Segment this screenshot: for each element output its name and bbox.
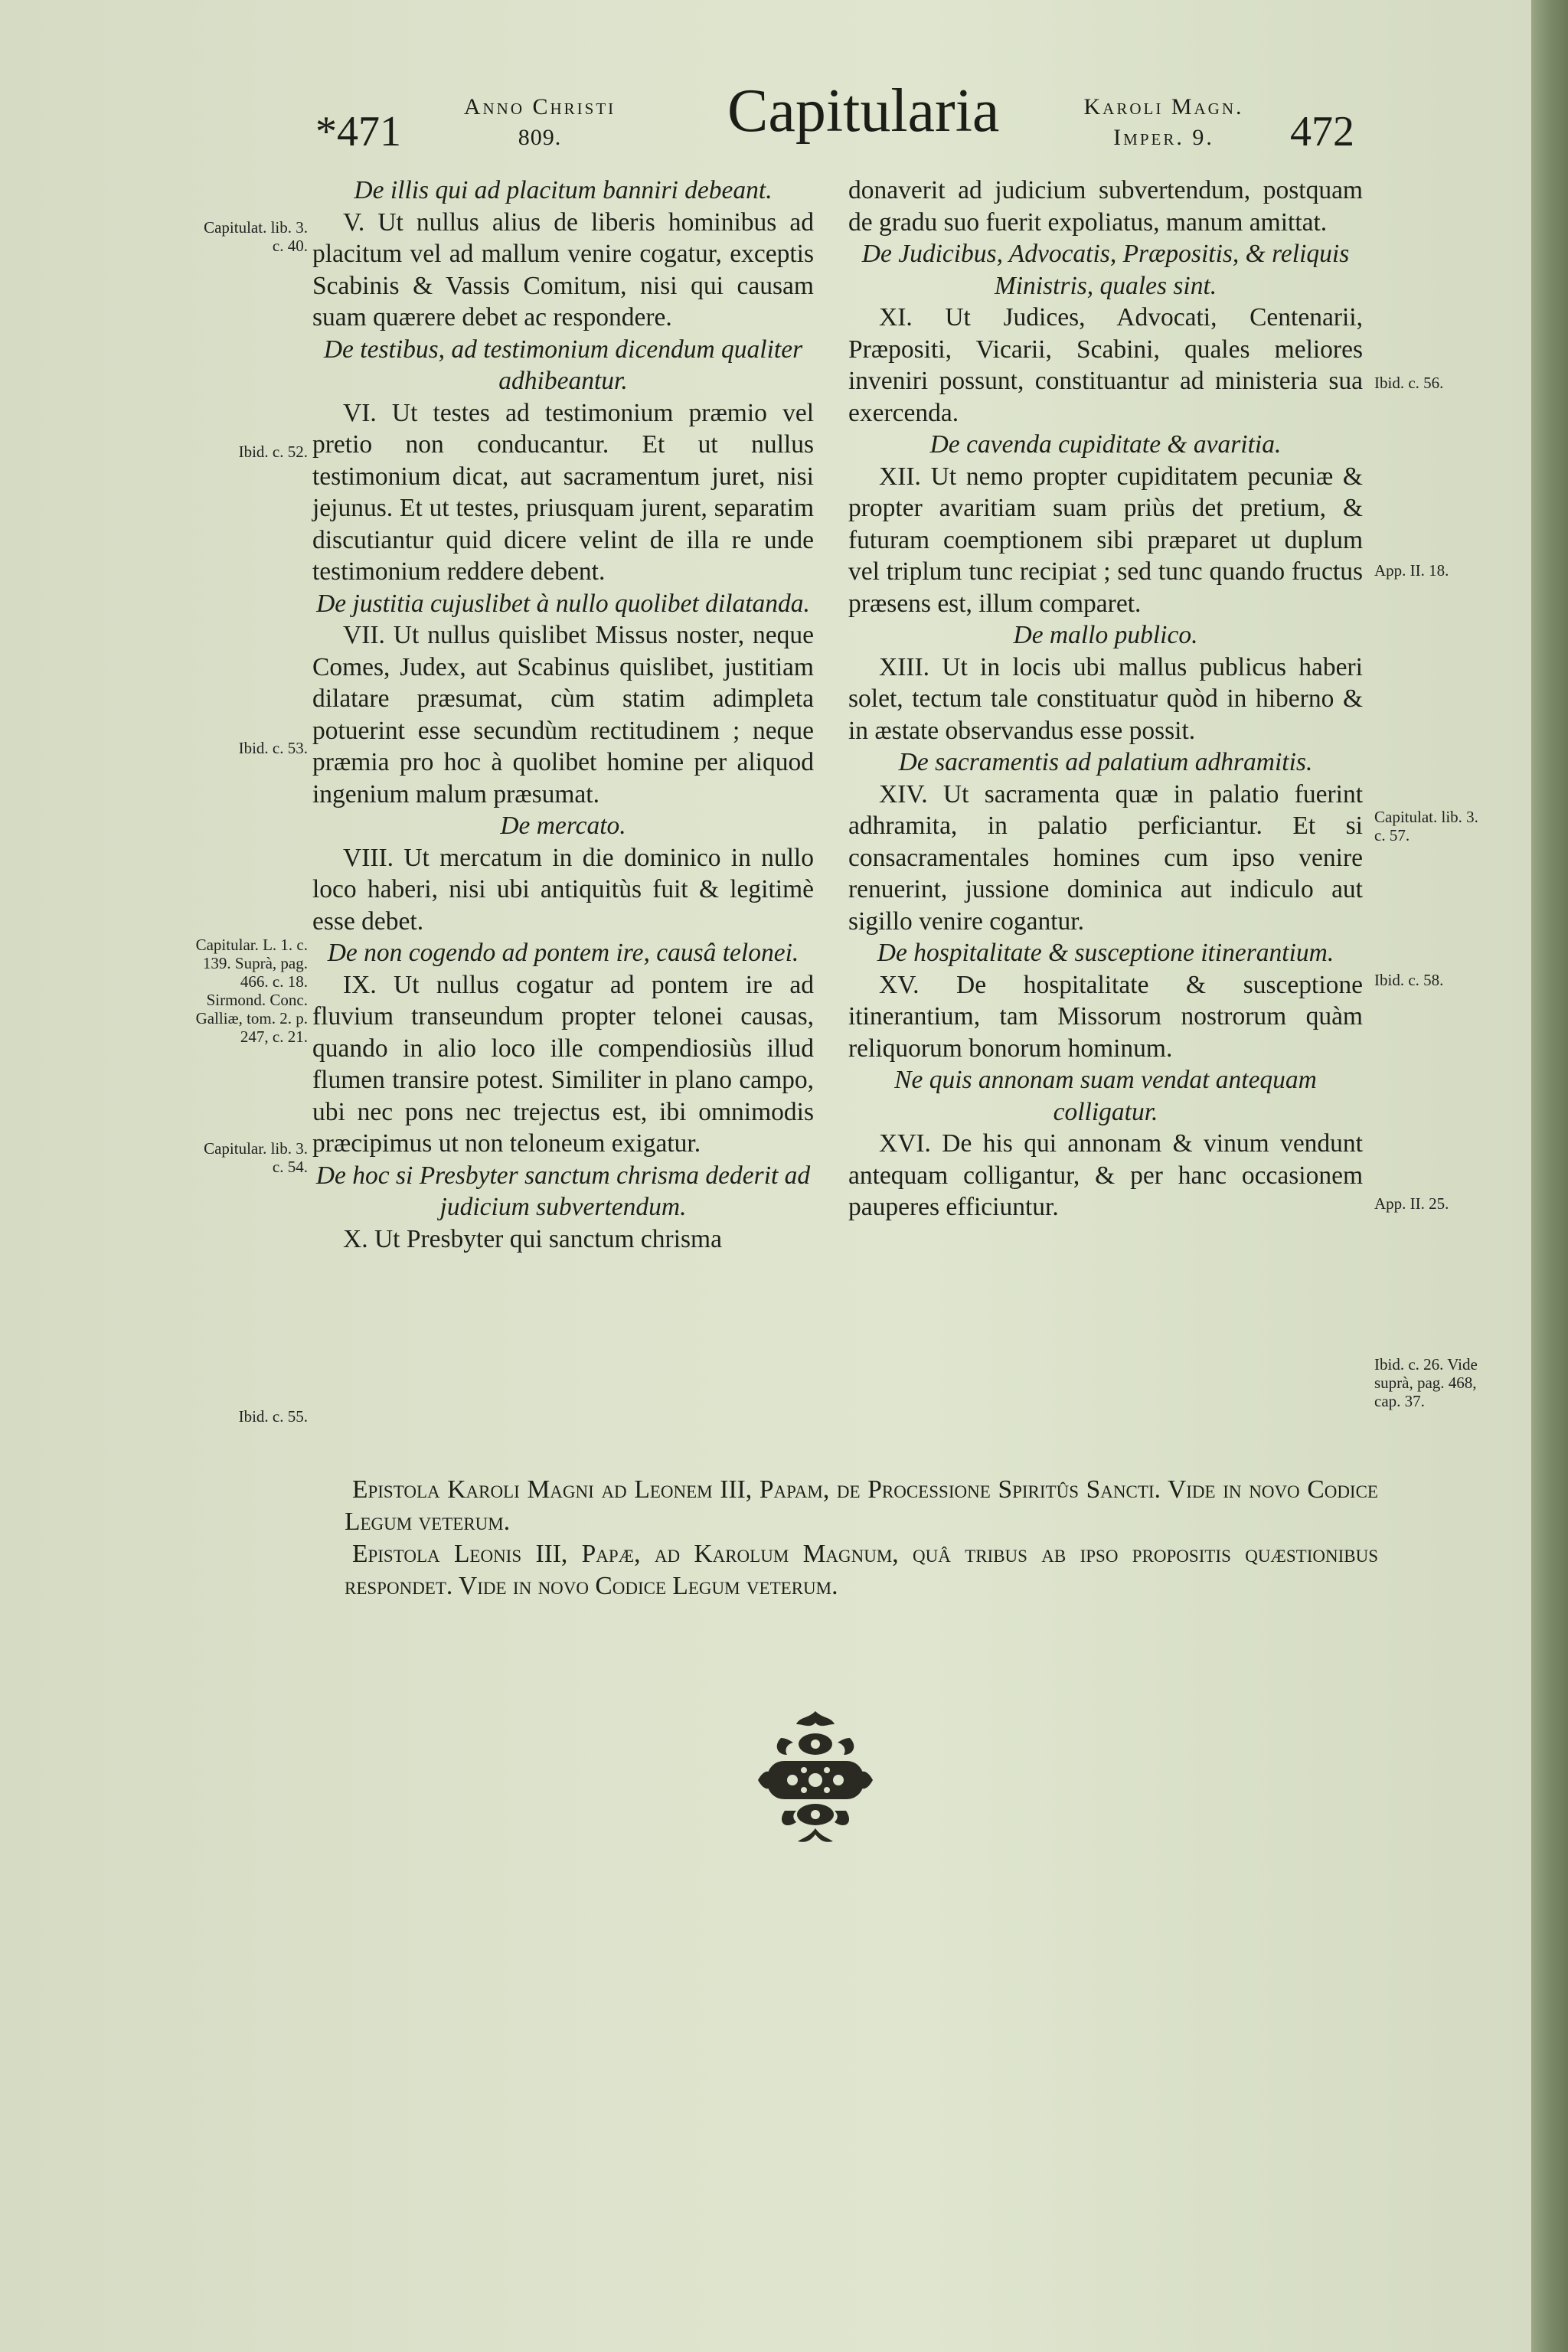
right-column [848, 175, 1363, 1223]
section-text: XIII. Ut in locis ubi mallus publicus haberi solet, tectum tale constituatur quòd in hiberno & in æstate observandus esse possit. [848, 652, 1363, 745]
anno-christi [444, 92, 635, 153]
fleuron-ornament [750, 1707, 880, 1845]
section-heading: De mercato. [500, 812, 626, 840]
section-text: XII. Ut nemo propter cupiditatem pecuniæ & propter avaritiam suam priùs det pretium, & futuram coemptionem sibi præparet ut duplum vel triplum tunc recipiat ; sed tunc quando fructus præsens est, illum comparet. [848, 462, 1363, 618]
section-heading: De testibus, ad testimonium dicendum qualiter adhibeantur. [323, 335, 803, 395]
anno-line2: 809. [518, 125, 562, 150]
margin-note: Ibid. c. 26. Vide suprà, pag. 468, cap. 37. [1374, 1355, 1478, 1410]
margin-note: Ibid. c. 55. [238, 1407, 308, 1426]
section-text: X. Ut Presbyter qui sanctum chrisma [343, 1224, 722, 1253]
section-text: XI. Ut Judices, Advocati, Centenarii, Præpositi, Vicarii, Scabini, quales meliores inveniri possunt, constituantur ad ministeria sua exercenda. [848, 303, 1363, 427]
page-edge [1531, 0, 1568, 2352]
section-text: donaverit ad judicium subvertendum, postquam de gradu suo fuerit expoliatus, manum amittat. [848, 176, 1363, 237]
section-text: IX. Ut nullus cogatur ad pontem ire ad fluvium transeundum propter telonei causas, quando in alio loco ille compendiosiùs illud flumen transire potest. Similiter in plano campo, ubi nec pons nec trejectus est, ibi omnimodis præcipimus ut non teloneum exigatur. [312, 970, 814, 1158]
section-heading: De justitia cujuslibet à nullo quolibet dilatanda. [316, 589, 810, 618]
margin-note: Capitular. L. 1. c. 139. Suprà, pag. 466. c. 18. Sirmond. Conc. Galliæ, tom. 2. p. 247, c. 21. [195, 936, 308, 1046]
section-text: VI. Ut testes ad testimonium præmio vel pretio non conducantur. Et ut nullus testimonium dicat, aut sacramentum juret, nisi jejunus. Et ut testes, priusquam jurent, separatim discutiantur quid dicere velint de illa re unde testimonium reddere debent. [312, 398, 814, 586]
section-heading: De Judicibus, Advocatis, Præpositis, & reliquis Ministris, quales sint. [861, 240, 1350, 300]
section-text: XVI. De his qui annonam & vinum vendunt antequam colligantur, & per hanc occasionem pauperes efficiuntur. [848, 1129, 1363, 1221]
section-heading: De hoc si Presbyter sanctum chrisma dederit ad judicium subvertendum. [315, 1161, 811, 1221]
margin-note: Ibid. c. 53. [238, 739, 308, 757]
epistolae-block [345, 1474, 1378, 1602]
epistola-entry: Epistola Leonis III, Papæ, ad Karolum Magnum, quâ tribus ab ipso propositis quæstionibus respondet. Vide in novo Codice Legum veterum. [345, 1540, 1378, 1600]
karoli-magn [1053, 92, 1275, 153]
section-text: XV. De hospitalitate & susceptione itinerantium, tam Missorum nostrorum quàm reliquorum bonorum hominum. [848, 970, 1363, 1063]
page-title: Capitularia [727, 77, 1000, 145]
page-number-right: 472 [1290, 108, 1354, 155]
margin-note: Ibid. c. 52. [238, 443, 308, 461]
margin-note: Capitulat. lib. 3. c. 57. [1374, 808, 1478, 844]
margin-note: Capitular. lib. 3. c. 54. [204, 1139, 308, 1176]
left-column [312, 175, 814, 1255]
anno-line1: Anno Christi [463, 94, 616, 119]
section-heading: De illis qui ad placitum banniri debeant. [354, 176, 773, 204]
section-text: VII. Ut nullus quislibet Missus noster, neque Comes, Judex, aut Scabinus quislibet, justitiam dilatare præsumat, cùm statim adimpleta potuerint esse secundùm rectitudinem ; neque præmia pro hoc à quolibet homine per aliquod ingenium malum præsumat. [312, 621, 814, 808]
section-heading: De sacramentis ad palatium adhramitis. [898, 748, 1313, 776]
section-heading: De hospitalitate & susceptione itinerantium. [877, 939, 1334, 967]
section-text: VIII. Ut mercatum in die dominico in nullo loco haberi, nisi ubi antiquitùs fuit & legitimè esse debet. [312, 843, 814, 936]
section-text: XIV. Ut sacramenta quæ in palatio fuerint adhramita, in palatio perficiantur. Et si consacramentales homines cum ipso venire renuerint, jussione dominica aut indiculo aut sigillo venire cogantur. [848, 779, 1363, 936]
section-heading: De non cogendo ad pontem ire, causâ telonei. [327, 939, 799, 967]
section-heading: Ne quis annonam suam vendat antequam colligatur. [894, 1066, 1317, 1126]
section-heading: De mallo publico. [1013, 621, 1198, 649]
karoli-line2: Imper. 9. [1113, 125, 1214, 150]
margin-note: App. II. 18. [1374, 561, 1449, 580]
margin-note: App. II. 25. [1374, 1194, 1449, 1213]
section-heading: De cavenda cupiditate & avaritia. [929, 430, 1282, 459]
karoli-line1: Karoli Magn. [1083, 94, 1244, 119]
margin-note: Capitulat. lib. 3. c. 40. [204, 218, 308, 255]
section-text: V. Ut nullus alius de liberis hominibus ad placitum vel ad mallum venire cogatur, exceptis Scabinis & Vassis Comitum, nisi qui causam suam quærere debet ac respondere. [312, 207, 814, 332]
margin-note: Ibid. c. 56. [1374, 374, 1444, 392]
epistola-entry: Epistola Karoli Magni ad Leonem III, Papam, de Processione Spiritûs Sancti. Vide in novo Codice Legum veterum. [345, 1475, 1378, 1536]
page-number-left: *471 [315, 108, 401, 155]
margin-note: Ibid. c. 58. [1374, 971, 1444, 989]
